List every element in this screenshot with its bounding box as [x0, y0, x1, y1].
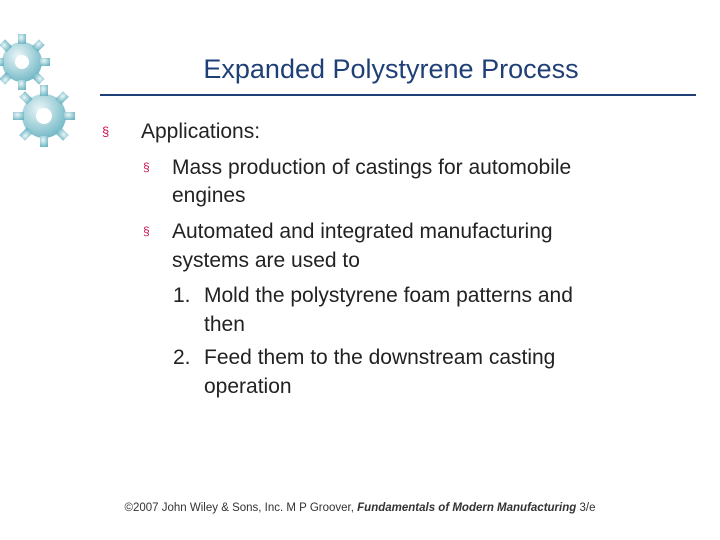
footer-copyright [100, 502, 620, 514]
numbered-item-number: 1. [173, 284, 191, 307]
title-divider [100, 94, 696, 96]
numbered-item-text-line: Feed them to the downstream casting [204, 346, 556, 369]
sub-bullet-icon: § [143, 160, 150, 174]
sub-bullet-text-line: Mass production of castings for automobile [172, 156, 572, 179]
bullet-icon: § [102, 124, 110, 139]
gears-decoration-icon [0, 30, 80, 160]
footer-prefix: ©2007 John Wiley & Sons, Inc. M P Groover, [124, 502, 358, 514]
numbered-item-text-line: then [204, 313, 245, 336]
footer-book-title: Fundamentals of Modern Manufacturing [357, 502, 577, 514]
slide-title: Expanded Polystyrene Process [203, 54, 579, 84]
numbered-item-text-line: operation [204, 375, 292, 398]
sub-bullet-text-line: systems are used to [172, 249, 360, 272]
sub-bullet-text-line: Automated and integrated manufacturing [172, 220, 553, 243]
sub-bullet-icon: § [143, 224, 150, 238]
bullet-text-applications: Applications: [141, 120, 261, 143]
numbered-item-number: 2. [173, 346, 191, 369]
sub-bullet-text-line: engines [172, 184, 246, 207]
footer-suffix: 3/e [576, 502, 596, 514]
numbered-item-text-line: Mold the polystyrene foam patterns and [204, 284, 573, 307]
